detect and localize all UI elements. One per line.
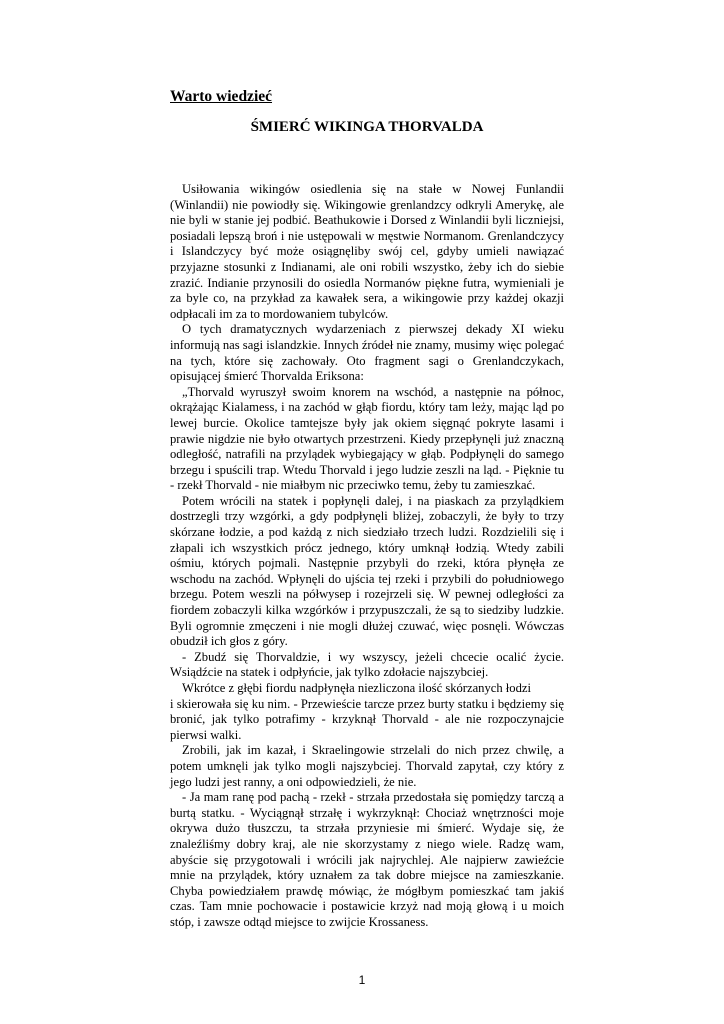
paragraph: Zrobili, jak im kazał, i Skraelingowie strzelali do nich przez chwilę, a potem umknęli jak tylko mogli najszybciej. Thorvald zapytał, czy który z jego ludzi jest ranny, a oni odpowiedzieli, że nie.: [170, 743, 564, 789]
section-label: Warto wiedzieć: [170, 88, 273, 105]
paragraph: Wkrótce z głębi fiordu nadpłynęła niezliczona ilość skórzanych łodzi: [182, 681, 531, 695]
document-body: [170, 182, 564, 931]
document-title: ŚMIERĆ WIKINGA THORVALDA: [250, 119, 484, 135]
paragraph: i skierowała się ku nim. - Przewieście tarcze przez burty statku i będziemy się bronić, jak tylko potrafimy - krzyknął Thorvald - ale nie rozpoczynajcie pierwsi walki.: [170, 696, 564, 742]
paragraph: - Zbudź się Thorvaldzie, i wy wszyscy, jeżeli chcecie ocalić życie. Wsiądźcie na statek i odpłyńcie, jak tylko zdołacie najszybciej.: [170, 649, 564, 680]
paragraph: - Ja mam ranę pod pachą - rzekł - strzała przedostała się pomiędzy tarczą a burtą statku. - Wyciągnął strzałę i wykrzyknął: Chociaż wnętrzności moje okrywa dużo tłuszczu, ta strzała przyniesie mi śmierć. Wydaje się, że znaleźliśmy dobry kraj, ale nie skorzystamy z niego wiele. Radzę wam, abyście się przygotowali i wrócili jak najrychlej. Ale najpierw zawieźcie mnie na przylądek, który uznałem za tak dobre miejsce na zamieszkanie. Chyba powiedziałem prawdę mówiąc, że mógłbym pomieszkać tam jakiś czas. Tam mnie pochowacie i postawicie krzyż nad moją głową i u moich stóp, i zawsze odtąd miejsce to zwijcie Krossaness.: [170, 790, 564, 929]
paragraph: Usiłowania wikingów osiedlenia się na stałe w Nowej Funlandii (Winlandii) nie powiodły się. Wikingowie grenlandzcy odkryli Amerykę, ale nie byli w stanie jej podbić. Beathukowie i Dorsed z Winlandii byli liczniejsi, posiadali lepszą broń i nie ustępowali w męstwie Normanom. Grenlandczycy i Islandczycy być może osiągnęliby swój cel, gdyby umieli nawiązać przyjazne stosunki z Indianami, ale oni robili wszystko, żeby ich do siebie zrazić. Indianie przynosili do osiedla Normanów piękne futra, wymieniali je za byle co, na przykład za kawałek sera, a wikingowie przy każdej okazji odpłacali im za to mordowaniem tubylców.: [170, 182, 564, 321]
paragraph: Potem wrócili na statek i popłynęli dalej, i na piaskach za przylądkiem dostrzegli trzy wzgórki, a gdy podpłynęli bliżej, zobaczyli, że były to trzy skórzane łodzie, a pod każdą z nich siedziało trzech ludzi. Rozdzielili się i złapali ich wszystkich prócz jednego, który umknął łodzią. Wtedy zabili ośmiu, których pojmali. Następnie przybyli do rzeki, która płynęła ze wschodu na zachód. Wpłynęli do ujścia tej rzeki i przybili do południowego brzegu. Potem weszli na półwysep i rozejrzeli się. W pewnej odległości za fiordem zobaczyli kilka wzgórków i przypuszczali, że są to siedziby ludzkie. Byli ogromnie zmęczeni i nie mogli dłużej czuwać, więc posnęli. Wówczas obudził ich głos z góry.: [170, 493, 564, 649]
page-number: 1: [358, 973, 366, 987]
paragraph: O tych dramatycznych wydarzeniach z pierwszej dekady XI wieku informują nas sagi islandzkie. Innych źródeł nie znamy, musimy więc polegać na tych, które się zachowały. Oto fragment sagi o Grenlandczykach, opisującej śmierć Thorvalda Eriksona:: [170, 322, 564, 384]
paragraph: „Thorvald wyruszył swoim knorem na wschód, a następnie na północ, okrążając Kialamess, i na zachód w głąb fiordu, który tam leży, mając ląd po lewej burcie. Okolice tamtejsze były jak okiem sięgnąć pokryte lasami i prawie nigdzie nie było otwartych przestrzeni. Kiedy przepłynęli już znaczną odległość, natrafili na przylądek wybiegający w głąb. Podpłynęli do samego brzegu i spuścili trap. Wtedu Thorvald i jego ludzie zeszli na ląd. - Pięknie tu - rzekł Thorvald - nie miałbym nic przeciwko temu, żeby tu zamieszkać.: [170, 384, 564, 493]
